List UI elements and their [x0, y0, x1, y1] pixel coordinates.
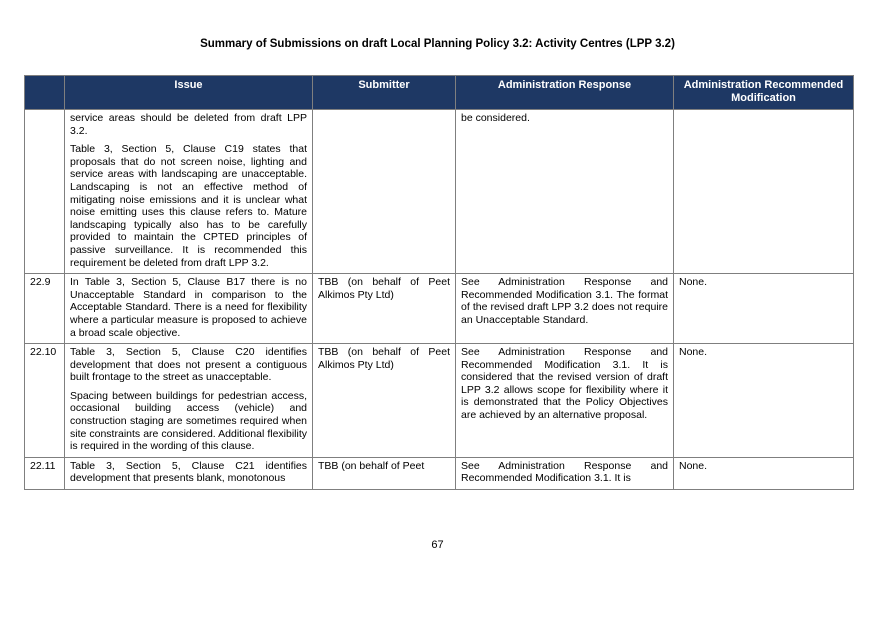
response-cell [456, 274, 674, 344]
issue-paragraph: Table 3, Section 5, Clause C21 identifies development that presents blank, monotonous [70, 459, 307, 485]
response-text: See Administration Response and Recommended Modification 3.1. It is considered that the revised version of draft LPP 3.2 allows scope for flexibility where it is demonstrated that the Policy Objectives are achieved by an alternative proposal. [461, 346, 668, 422]
table-row [25, 457, 854, 489]
modification-cell [674, 344, 854, 458]
submitter-cell [313, 344, 456, 458]
modification-text: None. [679, 276, 708, 289]
page-title: Summary of Submissions on draft Local Planning Policy 3.2: Activity Centres (LPP 3.2) [200, 38, 675, 50]
submitter-text: TBB (on behalf of Peet [318, 459, 425, 472]
submitter-cell [313, 457, 456, 489]
row-number: 22.9 [25, 274, 65, 344]
response-text: be considered. [461, 112, 530, 124]
table-row [25, 274, 854, 344]
response-cell [456, 344, 674, 458]
submitter-text: TBB (on behalf of Peet Alkimos Pty Ltd) [318, 346, 450, 371]
issue-paragraph: Table 3, Section 5, Clause C19 states that proposals that do not screen noise, lighting and service areas with landscaping are unacceptable. Landscaping is not an effective method of mitigating noise emissions and it is unclear what noise emitting uses this clause refers to. Mature landscaping typically also has to be carefully provided to maintain the CPTED principles of passive surveillance. It is recommended this requirement be deleted from draft LPP 3.2. [70, 143, 307, 269]
response-cell [456, 457, 674, 489]
issue-paragraph: In Table 3, Section 5, Clause B17 there is no Unacceptable Standard in comparison to the Acceptable Standard. There is a need for flexibility where a particular measure is proposed to achieve a broad scale objective. [70, 276, 307, 339]
row-number: 22.11 [25, 457, 65, 489]
page-number: 67 [431, 539, 444, 551]
modification-cell [674, 274, 854, 344]
issue-paragraph: Spacing between buildings for pedestrian access, occasional building access (vehicle) and construction staging are sometimes required when site constraints are considered. Additional flexibility is required in the wording of this clause. [70, 389, 307, 453]
modification-cell [674, 457, 854, 489]
response-text: See Administration Response and Recommended Modification 3.1. The format of the revised draft LPP 3.2 does not require an Unacceptable Standard. [461, 276, 668, 326]
response-text: See Administration Response and Recommended Modification 3.1. It is [461, 459, 668, 485]
table-row [25, 344, 854, 458]
modification-text: None. [679, 459, 708, 472]
submitter-cell [313, 110, 456, 274]
header-recommended-modification: Administration Recommended Modification [674, 76, 854, 110]
issue-cell [65, 344, 313, 458]
header-administration-response: Administration Response [456, 76, 674, 110]
table-row [25, 110, 854, 274]
row-number [25, 110, 65, 274]
header-issue: Issue [65, 76, 313, 110]
submissions-table [24, 75, 854, 490]
table-header-row [25, 76, 854, 110]
header-submitter: Submitter [313, 76, 456, 110]
submitter-text: TBB (on behalf of Peet Alkimos Pty Ltd) [318, 276, 450, 301]
row-number: 22.10 [25, 344, 65, 458]
response-cell [456, 110, 674, 274]
issue-paragraph: service areas should be deleted from draft LPP 3.2. [70, 112, 307, 137]
issue-cell [65, 457, 313, 489]
issue-paragraph: Table 3, Section 5, Clause C20 identifies development that does not present a contiguous built frontage to the street as unacceptable. [70, 346, 307, 384]
submitter-cell [313, 274, 456, 344]
issue-cell [65, 110, 313, 274]
issue-cell [65, 274, 313, 344]
modification-cell [674, 110, 854, 274]
header-number [25, 76, 65, 110]
modification-text: None. [679, 346, 708, 359]
